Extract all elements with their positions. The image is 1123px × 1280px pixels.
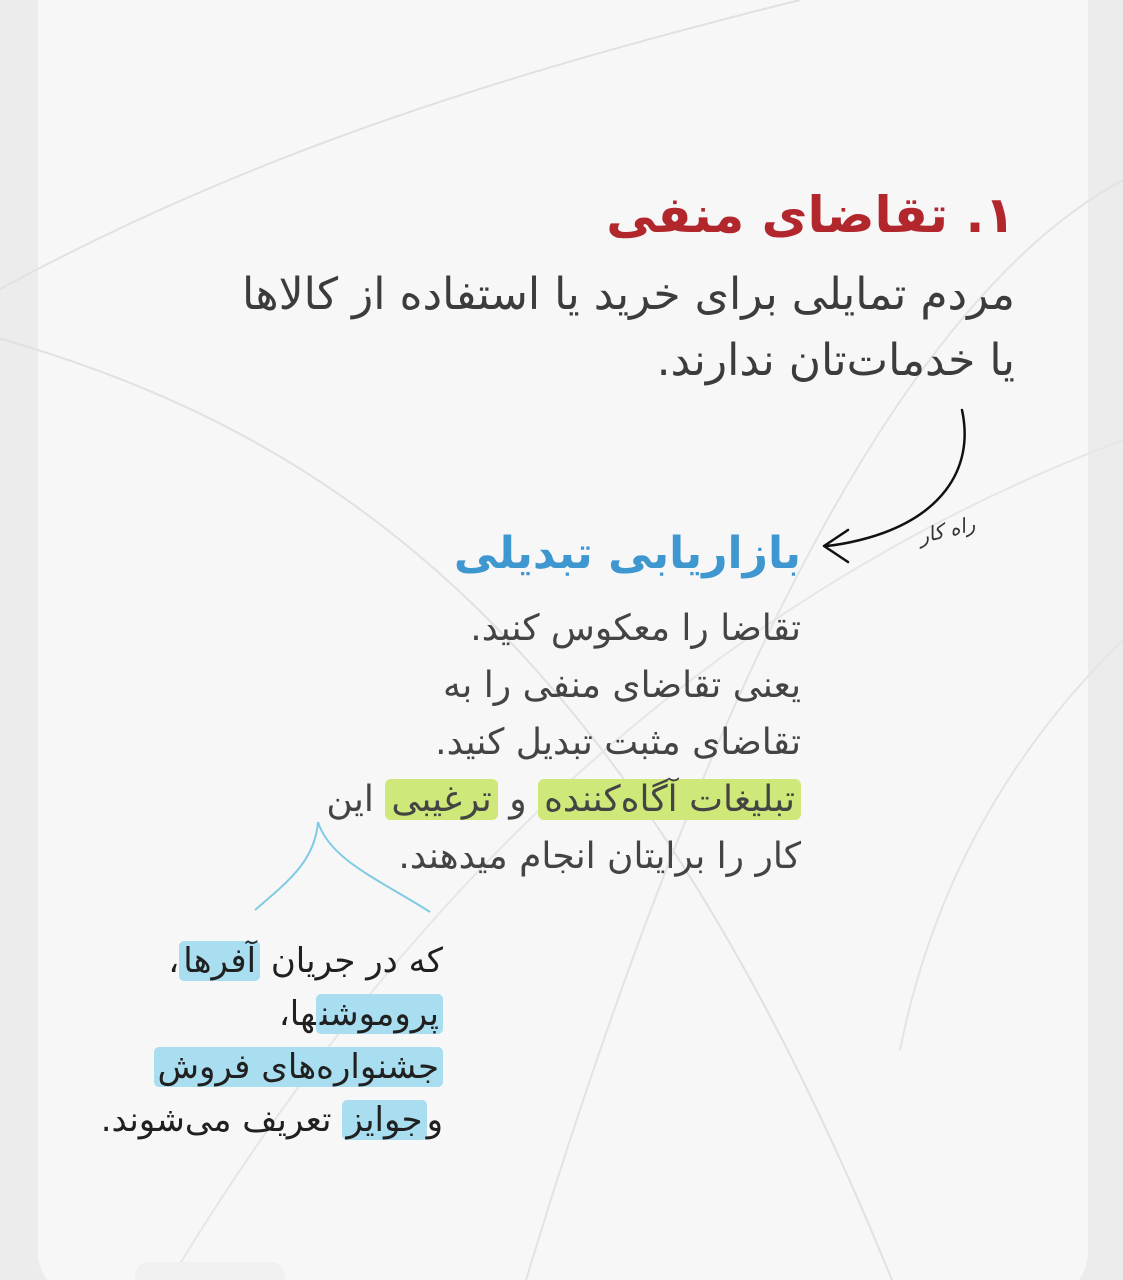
solution-line: تقاضای مثبت تبدیل کنید. xyxy=(435,722,801,763)
solution-line: کار را برایتان انجام میدهند. xyxy=(398,836,801,877)
highlight-offers: آفرها xyxy=(179,941,260,981)
note-text-part: ها، xyxy=(278,994,316,1034)
solution-text xyxy=(326,600,801,885)
note-line xyxy=(101,988,443,1041)
highlight-prizes: جوایز xyxy=(342,1100,426,1140)
note-text xyxy=(101,935,443,1147)
solution-title: بازاریابی تبدیلی xyxy=(453,528,801,579)
highlight-informative-ads: تبلیغات آگاه‌کننده xyxy=(538,779,801,820)
highlight-promotions: پروموشن xyxy=(316,994,443,1034)
solution-label: راه کار xyxy=(915,511,978,549)
solution-line: یعنی تقاضای منفی را به xyxy=(442,665,801,706)
solution-line-end: این xyxy=(326,779,374,820)
conjunction: و xyxy=(509,779,527,820)
note-text-part: ، xyxy=(168,941,180,981)
solution-line: تقاضا را معکوس کنید. xyxy=(470,608,801,649)
solution-line-highlighted xyxy=(326,771,801,828)
note-text-part: تعریف می‌شوند. xyxy=(100,1100,332,1140)
intro-line: مردم تمایلی برای خرید یا استفاده از کالاها xyxy=(241,269,1015,320)
highlight-sales-festivals: جشنواره‌های فروش xyxy=(154,1047,444,1087)
note-line xyxy=(101,1041,443,1094)
note-text-part: و xyxy=(426,1100,443,1140)
note-line xyxy=(101,935,443,988)
note-line xyxy=(101,1094,443,1147)
bottom-tab xyxy=(135,1262,285,1280)
section-title: ۱. تقاضای منفی xyxy=(606,186,1015,244)
note-text-part: که در جریان xyxy=(270,941,443,981)
highlight-persuasive: ترغیبی xyxy=(385,779,497,820)
intro-line: یا خدمات‌تان ندارند. xyxy=(656,335,1015,386)
intro-text xyxy=(242,262,1015,394)
